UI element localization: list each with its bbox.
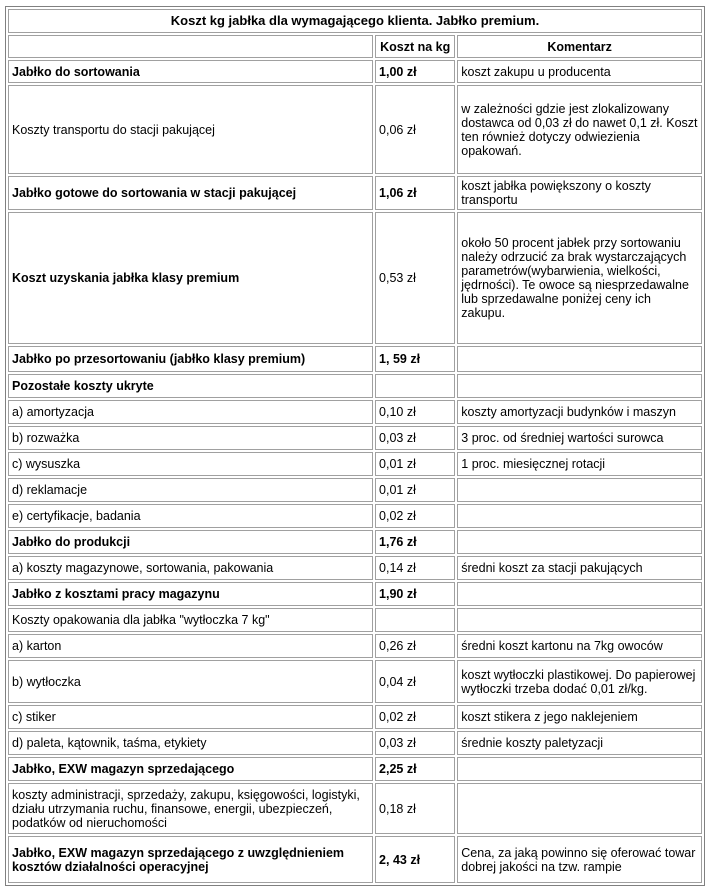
row-label: Jabłko gotowe do sortowania w stacji pakującej: [8, 176, 373, 210]
table-row: [8, 608, 702, 632]
table-row: [8, 374, 702, 398]
row-label: Pozostałe koszty ukryte: [8, 374, 373, 398]
row-comment: koszt wytłoczki plastikowej. Do papierowej wytłoczki trzeba dodać 0,01 zł/kg.: [457, 660, 702, 703]
row-comment: [457, 346, 702, 372]
row-cost: 2,25 zł: [375, 757, 455, 781]
table-row: [8, 60, 702, 83]
row-cost: [375, 608, 455, 632]
row-cost: 1,76 zł: [375, 530, 455, 554]
row-label: c) wysuszka: [8, 452, 373, 476]
row-label: a) koszty magazynowe, sortowania, pakowania: [8, 556, 373, 580]
row-cost: 0,03 zł: [375, 426, 455, 450]
table-row: [8, 556, 702, 580]
table-row: [8, 634, 702, 658]
table-row: [8, 705, 702, 729]
row-cost: 0,06 zł: [375, 85, 455, 174]
table-row: [8, 212, 702, 344]
table-row: [8, 731, 702, 755]
table-row: [8, 478, 702, 502]
row-cost: 0,01 zł: [375, 452, 455, 476]
header-label: [8, 35, 373, 58]
row-comment: [457, 783, 702, 834]
row-cost: [375, 374, 455, 398]
row-label: b) rozważka: [8, 426, 373, 450]
row-label: Jabłko z kosztami pracy magazynu: [8, 582, 373, 606]
row-label: Jabłko, EXW magazyn sprzedającego z uwzględnieniem kosztów działalności operacyjnej: [8, 836, 373, 883]
row-comment: koszt zakupu u producenta: [457, 60, 702, 83]
row-label: Jabłko, EXW magazyn sprzedającego: [8, 757, 373, 781]
row-cost: 1,90 zł: [375, 582, 455, 606]
row-cost: 1,06 zł: [375, 176, 455, 210]
row-cost: 0,53 zł: [375, 212, 455, 344]
title-row: [8, 9, 702, 33]
header-comment: Komentarz: [457, 35, 702, 58]
row-comment: [457, 478, 702, 502]
row-label: Jabłko do produkcji: [8, 530, 373, 554]
row-cost: 0,02 zł: [375, 705, 455, 729]
row-comment: [457, 757, 702, 781]
row-comment: koszt stikera z jego naklejeniem: [457, 705, 702, 729]
row-label: Jabłko do sortowania: [8, 60, 373, 83]
row-cost: 0,10 zł: [375, 400, 455, 424]
row-cost: 1, 59 zł: [375, 346, 455, 372]
row-label: d) paleta, kątownik, taśma, etykiety: [8, 731, 373, 755]
row-label: b) wytłoczka: [8, 660, 373, 703]
row-comment: średnie koszty paletyzacji: [457, 731, 702, 755]
table-row: [8, 783, 702, 834]
row-label: a) karton: [8, 634, 373, 658]
row-cost: 0,03 zł: [375, 731, 455, 755]
table-row: [8, 836, 702, 883]
table-row: [8, 660, 702, 703]
table-row: [8, 757, 702, 781]
row-cost: 0,14 zł: [375, 556, 455, 580]
row-comment: średni koszt kartonu na 7kg owoców: [457, 634, 702, 658]
header-row: [8, 35, 702, 58]
table-row: [8, 400, 702, 424]
header-cost: Koszt na kg: [375, 35, 455, 58]
row-comment: w zależności gdzie jest zlokalizowany dostawca od 0,03 zł do nawet 0,1 zł. Koszt ten również dotyczy odwiezienia opakowań.: [457, 85, 702, 174]
table-row: [8, 346, 702, 372]
row-comment: [457, 504, 702, 528]
row-cost: 0,18 zł: [375, 783, 455, 834]
row-cost: 0,26 zł: [375, 634, 455, 658]
row-comment: 3 proc. od średniej wartości surowca: [457, 426, 702, 450]
row-label: Koszty transportu do stacji pakującej: [8, 85, 373, 174]
row-comment: [457, 608, 702, 632]
table-title: Koszt kg jabłka dla wymagającego klienta. Jabłko premium.: [8, 9, 702, 33]
row-cost: 0,01 zł: [375, 478, 455, 502]
table-row: [8, 452, 702, 476]
row-comment: 1 proc. miesięcznej rotacji: [457, 452, 702, 476]
table-row: [8, 530, 702, 554]
row-comment: [457, 582, 702, 606]
table-row: [8, 176, 702, 210]
row-label: d) reklamacje: [8, 478, 373, 502]
table-row: [8, 582, 702, 606]
row-label: a) amortyzacja: [8, 400, 373, 424]
cost-table: [5, 6, 705, 886]
row-comment: koszty amortyzacji budynków i maszyn: [457, 400, 702, 424]
document-container: [5, 6, 705, 886]
table-row: [8, 85, 702, 174]
row-comment: [457, 374, 702, 398]
row-comment: [457, 530, 702, 554]
row-cost: 0,02 zł: [375, 504, 455, 528]
row-cost: 2, 43 zł: [375, 836, 455, 883]
row-comment: koszt jabłka powiększony o koszty transportu: [457, 176, 702, 210]
row-cost: 0,04 zł: [375, 660, 455, 703]
row-label: e) certyfikacje, badania: [8, 504, 373, 528]
row-label: Koszty opakowania dla jabłka "wytłoczka 7 kg": [8, 608, 373, 632]
row-comment: Cena, za jaką powinno się oferować towar dobrej jakości na tzw. rampie: [457, 836, 702, 883]
table-row: [8, 504, 702, 528]
row-cost: 1,00 zł: [375, 60, 455, 83]
row-label: koszty administracji, sprzedaży, zakupu, księgowości, logistyki, działu utrzymania ruchu, finansowe, energii, ubezpieczeń, podatków od nieruchomości: [8, 783, 373, 834]
row-label: Jabłko po przesortowaniu (jabłko klasy premium): [8, 346, 373, 372]
table-row: [8, 426, 702, 450]
row-label: c) stiker: [8, 705, 373, 729]
row-label: Koszt uzyskania jabłka klasy premium: [8, 212, 373, 344]
row-comment: średni koszt za stacji pakujących: [457, 556, 702, 580]
row-comment: około 50 procent jabłek przy sortowaniu należy odrzucić za brak wystarczających parametrów(wybarwienia, wielkości, jędrności). Te owoce są niesprzedawalne lub sprzedawalne poniżej ceny ich zakupu.: [457, 212, 702, 344]
